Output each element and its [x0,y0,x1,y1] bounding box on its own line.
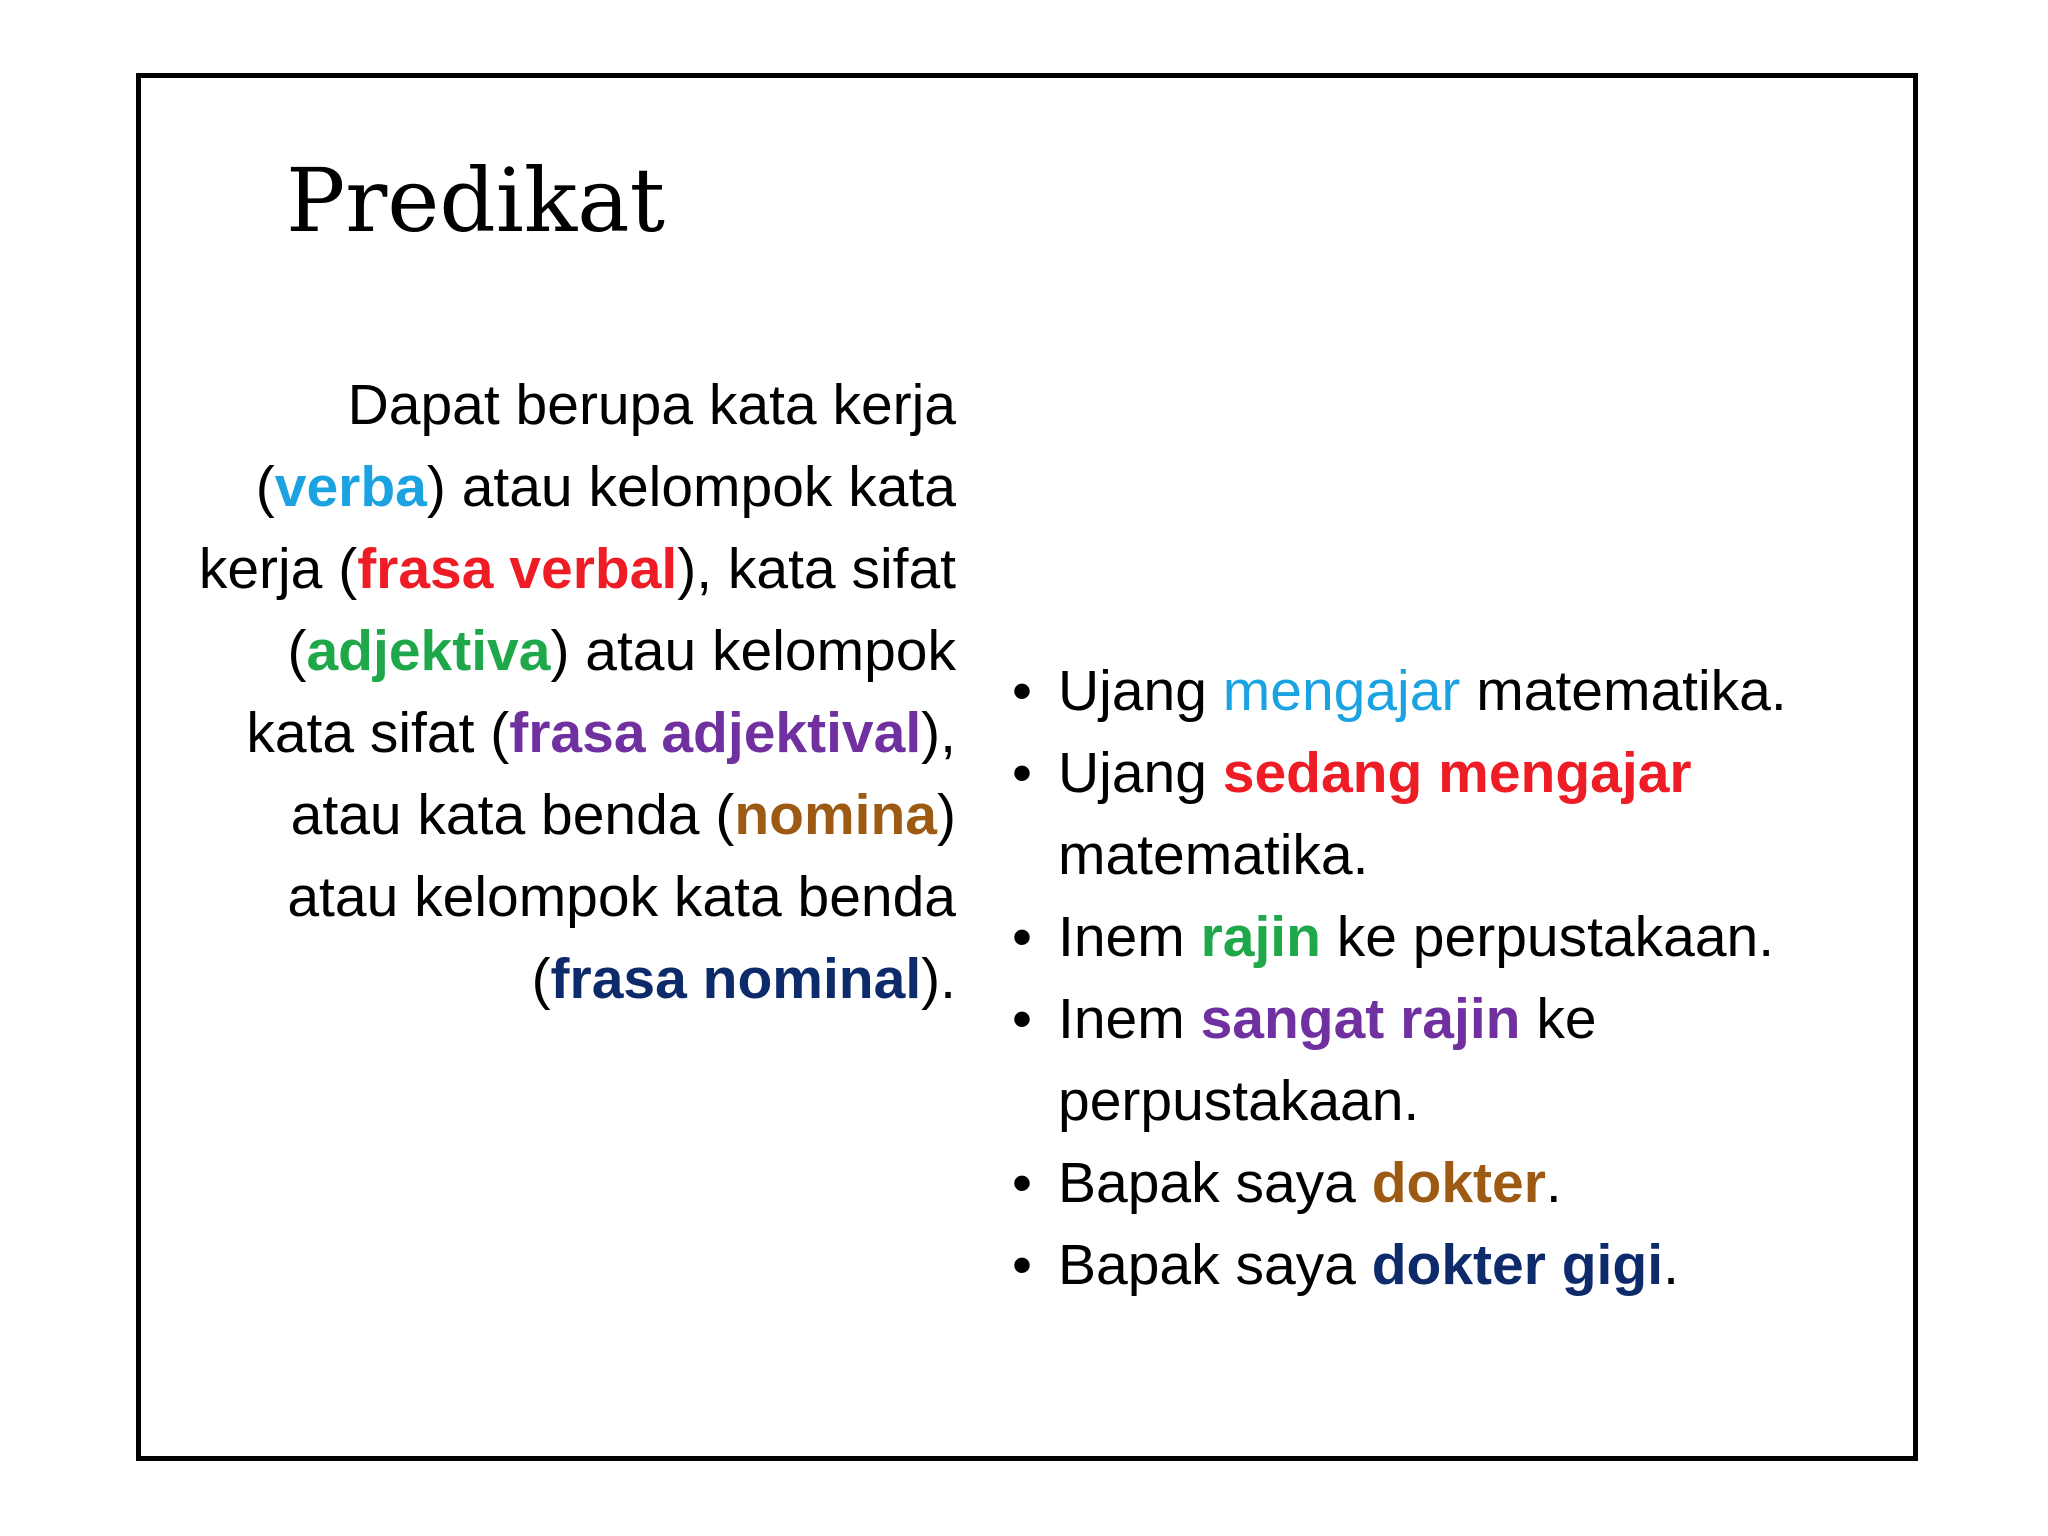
bullet-icon: • [1012,1233,1032,1297]
example-item [1012,732,1892,896]
example-segment: . [1545,1151,1562,1215]
highlight-frasa-verbal: frasa verbal [357,537,678,601]
example-segment: ke perpustakaan. [1320,905,1775,969]
highlight-adjektiva: adjektiva [306,619,551,683]
example-segment: ke perpustakaan. [1058,987,1597,1133]
example-segment: Ujang [1058,741,1223,805]
definition-segment: ), kata sifat ( [287,537,956,683]
example-highlight: sedang mengajar [1222,741,1692,805]
example-segment: Ujang [1058,659,1223,723]
highlight-frasa-nominal: frasa nominal [550,947,922,1011]
bullet-icon: • [1012,659,1032,723]
example-segment: Inem [1058,905,1201,969]
example-item [1012,978,1892,1142]
bullet-icon: • [1012,987,1032,1051]
example-highlight: dokter [1371,1151,1546,1215]
example-segment: matematika. [1460,659,1787,723]
highlight-frasa-adjektival: frasa adjektival [509,701,922,765]
definition-segment: ). [921,947,956,1011]
example-item [1012,650,1892,732]
example-item [1012,896,1892,978]
definition-segment: ), atau kata benda ( [290,701,956,847]
example-segment: Bapak saya [1058,1151,1372,1215]
example-segment: . [1663,1233,1679,1297]
example-segment: matematika. [1058,823,1369,887]
bullet-icon: • [1012,741,1032,805]
example-item [1012,1224,1892,1306]
example-item [1012,1142,1892,1224]
definition-segment: ) atau kelompok kata benda ( [287,783,956,1011]
highlight-verba: verba [274,455,427,519]
example-list [1012,650,1892,1306]
example-highlight: mengajar [1222,659,1461,723]
example-segment: Bapak saya [1058,1233,1372,1297]
example-highlight: dokter gigi [1371,1233,1664,1297]
definition-text [180,364,956,1020]
slide-title: Predikat [286,149,665,252]
definition-segment: Dapat berupa kata kerja ( [255,373,956,519]
example-highlight: rajin [1200,905,1321,969]
highlight-nomina: nomina [734,783,938,847]
definition-segment: ) atau kelompok kata kerja ( [198,455,956,601]
definition-segment: ) atau kelompok kata sifat ( [246,619,956,765]
bullet-icon: • [1012,1151,1032,1215]
example-segment: Inem [1058,987,1201,1051]
example-highlight: sangat rajin [1200,987,1521,1051]
bullet-icon: • [1012,905,1032,969]
